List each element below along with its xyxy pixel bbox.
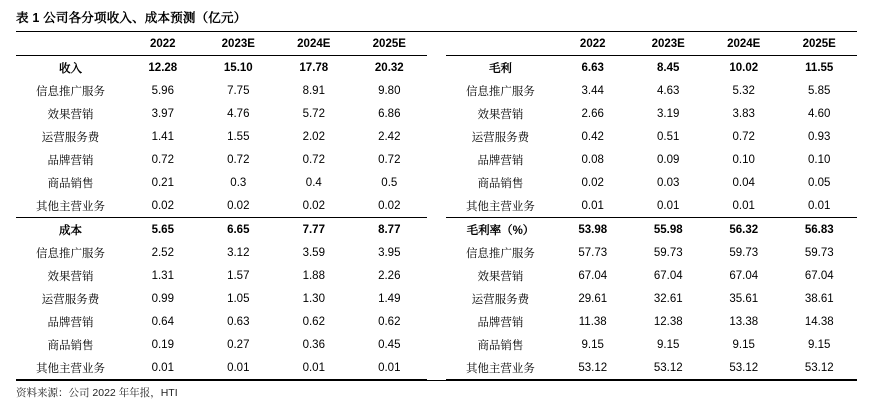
right-row-value: 0.01: [555, 194, 631, 218]
left-row-value: 3.12: [227, 246, 250, 259]
table-row: [16, 102, 857, 125]
left-row-value: 7.77: [302, 223, 325, 236]
right-row-value: 0.08: [581, 153, 604, 166]
left-row-value: 0.27: [227, 338, 250, 351]
left-row-value: 0.4: [305, 176, 322, 189]
right-row-value: 13.38: [729, 315, 759, 328]
left-row-value: 3.59: [302, 246, 325, 259]
right-row-value: 67.04: [578, 269, 608, 282]
right-header-2025E: 2025E: [781, 32, 857, 56]
column-gap: [427, 56, 446, 80]
left-row-value: 0.72: [227, 153, 250, 166]
left-row-value: 1.49: [378, 292, 401, 305]
right-row-value: 4.63: [657, 84, 680, 97]
forecast-table: [16, 32, 857, 380]
table-row: [16, 148, 857, 171]
right-row-label: 品牌营销: [477, 316, 524, 329]
right-row-label: 运营服务费: [471, 293, 530, 306]
table-row: [16, 310, 857, 333]
left-row-value: 7.75: [227, 84, 250, 97]
right-row-value: 53.12: [630, 356, 706, 380]
column-gap: [427, 79, 446, 102]
left-header-2025E: 2025E: [352, 32, 428, 56]
column-gap: [427, 32, 446, 56]
right-row-value: 56.32: [729, 223, 759, 236]
left-row-label: 其他主营业务: [16, 194, 125, 218]
left-row-label: 商品销售: [47, 339, 94, 352]
table-row: [16, 56, 857, 80]
right-row-value: 0.72: [732, 130, 755, 143]
left-row-value: 0.72: [378, 153, 401, 166]
left-row-value: 0.72: [151, 153, 174, 166]
right-row-value: 32.61: [653, 292, 683, 305]
left-row-value: 3.97: [151, 107, 174, 120]
right-row-label: 效果营销: [477, 108, 524, 121]
left-row-value: 1.05: [227, 292, 250, 305]
right-row-value: 12.38: [653, 315, 683, 328]
table-row: [16, 218, 857, 242]
right-row-value: 11.55: [805, 61, 834, 74]
column-gap: [427, 310, 446, 333]
left-row-value: 3.95: [378, 246, 401, 259]
right-row-label: 信息推广服务: [465, 247, 535, 260]
table-row: [16, 264, 857, 287]
left-row-value: 6.86: [378, 107, 401, 120]
table-row: [16, 125, 857, 148]
right-row-value: 9.15: [581, 338, 604, 351]
left-row-value: 0.21: [151, 176, 174, 189]
left-header-2022: 2022: [125, 32, 201, 56]
right-row-value: 0.01: [781, 194, 857, 218]
column-gap: [427, 194, 446, 218]
right-row-value: 53.12: [555, 356, 631, 380]
left-row-value: 0.62: [302, 315, 325, 328]
right-row-value: 0.42: [581, 130, 604, 143]
left-row-value: 0.3: [230, 176, 247, 189]
right-row-value: 38.61: [804, 292, 834, 305]
right-row-value: 0.03: [657, 176, 680, 189]
right-row-value: 3.83: [732, 107, 755, 120]
right-header-blank: [446, 32, 555, 56]
left-row-value: 12.28: [148, 61, 178, 74]
right-row-value: 6.63: [581, 61, 604, 74]
right-row-value: 0.93: [808, 130, 831, 143]
left-row-value: 0.5: [381, 176, 398, 189]
table-row: [16, 287, 857, 310]
left-row-value: 0.01: [352, 356, 428, 380]
left-row-label: 收入: [59, 62, 83, 75]
left-row-value: 20.32: [374, 61, 404, 74]
right-header-2022: 2022: [555, 32, 631, 56]
table-title-bar: [16, 10, 857, 32]
right-row-value: 0.09: [657, 153, 680, 166]
left-row-label: 运营服务费: [41, 131, 100, 144]
column-gap: [427, 264, 446, 287]
left-row-label: 成本: [59, 224, 83, 237]
left-row-value: 0.01: [201, 356, 277, 380]
table-row: [16, 333, 857, 356]
left-row-label: 商品销售: [47, 177, 94, 190]
left-row-value: 0.02: [201, 194, 277, 218]
left-row-value: 8.77: [378, 223, 401, 236]
left-row-value: 0.64: [151, 315, 174, 328]
column-gap: [427, 356, 446, 380]
right-row-value: 2.66: [581, 107, 604, 120]
page-title: 表 1 公司各分项收入、成本预测（亿元）: [16, 11, 247, 25]
right-row-value: 9.15: [732, 338, 755, 351]
right-row-value: 59.73: [729, 246, 759, 259]
left-header-2024E: 2024E: [276, 32, 352, 56]
right-row-value: 35.61: [729, 292, 759, 305]
table-row: [16, 79, 857, 102]
right-row-value: 9.15: [808, 338, 831, 351]
right-row-label: 商品销售: [477, 339, 524, 352]
table-row: [16, 241, 857, 264]
left-row-value: 0.62: [378, 315, 401, 328]
right-row-label: 其他主营业务: [446, 194, 555, 218]
left-row-label: 效果营销: [47, 108, 94, 121]
left-row-value: 5.65: [151, 223, 174, 236]
right-row-value: 59.73: [804, 246, 834, 259]
left-row-value: 1.30: [302, 292, 325, 305]
right-row-value: 0.05: [808, 176, 831, 189]
right-row-value: 0.01: [630, 194, 706, 218]
left-row-label: 信息推广服务: [36, 247, 106, 260]
right-row-value: 11.38: [578, 315, 607, 328]
table-row: [16, 171, 857, 194]
left-row-value: 2.02: [302, 130, 325, 143]
left-row-value: 0.72: [302, 153, 325, 166]
left-header-blank: [16, 32, 125, 56]
column-gap: [427, 125, 446, 148]
right-header-2024E: 2024E: [706, 32, 782, 56]
left-row-value: 5.96: [151, 84, 174, 97]
source-note: 资料来源：公司 2022 年年报，HTI: [16, 380, 857, 400]
left-row-value: 0.63: [227, 315, 250, 328]
right-row-value: 67.04: [653, 269, 683, 282]
right-row-value: 8.45: [657, 61, 680, 74]
right-row-value: 0.04: [732, 176, 755, 189]
left-row-value: 0.02: [352, 194, 428, 218]
right-row-value: 10.02: [729, 61, 759, 74]
left-row-value: 2.52: [151, 246, 174, 259]
column-gap: [427, 241, 446, 264]
left-row-value: 1.88: [302, 269, 325, 282]
right-row-label: 其他主营业务: [446, 356, 555, 380]
right-row-value: 53.98: [578, 223, 608, 236]
right-row-value: 5.32: [732, 84, 755, 97]
left-row-value: 0.01: [125, 356, 201, 380]
left-row-value: 1.31: [151, 269, 174, 282]
left-row-value: 2.42: [378, 130, 401, 143]
right-row-value: 0.10: [808, 153, 831, 166]
column-gap: [427, 218, 446, 242]
left-row-label: 效果营销: [47, 270, 94, 283]
right-row-value: 55.98: [653, 223, 683, 236]
right-row-value: 3.19: [657, 107, 680, 120]
left-row-label: 品牌营销: [47, 316, 94, 329]
right-row-value: 59.73: [653, 246, 683, 259]
right-row-value: 53.12: [706, 356, 782, 380]
right-row-label: 品牌营销: [477, 154, 524, 167]
left-row-label: 运营服务费: [41, 293, 100, 306]
right-row-value: 0.01: [706, 194, 782, 218]
right-row-value: 4.60: [808, 107, 831, 120]
right-row-value: 3.44: [581, 84, 604, 97]
left-row-label: 信息推广服务: [36, 85, 106, 98]
left-row-value: 4.76: [227, 107, 250, 120]
right-header-2023E: 2023E: [630, 32, 706, 56]
left-row-value: 0.02: [276, 194, 352, 218]
right-row-label: 运营服务费: [471, 131, 530, 144]
left-row-value: 0.45: [378, 338, 401, 351]
left-row-value: 0.36: [302, 338, 325, 351]
column-gap: [427, 102, 446, 125]
left-row-value: 0.19: [151, 338, 174, 351]
table-row: [16, 194, 857, 218]
left-row-value: 1.57: [227, 269, 250, 282]
right-row-label: 商品销售: [477, 177, 524, 190]
left-row-label: 品牌营销: [47, 154, 94, 167]
right-row-label: 信息推广服务: [465, 85, 535, 98]
right-row-value: 0.02: [581, 176, 604, 189]
right-row-value: 67.04: [729, 269, 759, 282]
right-row-label: 毛利: [488, 62, 512, 75]
right-row-value: 0.10: [732, 153, 755, 166]
left-row-value: 1.55: [227, 130, 250, 143]
left-row-value: 6.65: [227, 223, 250, 236]
column-gap: [427, 287, 446, 310]
table-row: [16, 356, 857, 380]
right-row-value: 29.61: [578, 292, 608, 305]
left-row-value: 8.91: [302, 84, 325, 97]
column-gap: [427, 148, 446, 171]
left-row-value: 0.01: [276, 356, 352, 380]
left-row-value: 9.80: [378, 84, 401, 97]
right-row-value: 5.85: [808, 84, 831, 97]
column-gap: [427, 171, 446, 194]
right-row-value: 0.51: [657, 130, 680, 143]
right-row-value: 53.12: [781, 356, 857, 380]
left-row-label: 其他主营业务: [16, 356, 125, 380]
right-row-label: 效果营销: [477, 270, 524, 283]
left-row-value: 0.99: [151, 292, 174, 305]
right-row-value: 14.38: [804, 315, 834, 328]
left-row-value: 5.72: [302, 107, 325, 120]
table-figure: [0, 10, 873, 417]
left-row-value: 2.26: [378, 269, 401, 282]
left-row-value: 17.78: [299, 61, 329, 74]
left-header-2023E: 2023E: [201, 32, 277, 56]
right-row-label: 毛利率（%）: [466, 224, 535, 237]
left-row-value: 0.02: [125, 194, 201, 218]
column-gap: [427, 333, 446, 356]
table-header-row: [16, 32, 857, 56]
right-row-value: 57.73: [578, 246, 608, 259]
right-row-value: 9.15: [657, 338, 680, 351]
right-row-value: 67.04: [804, 269, 834, 282]
right-row-value: 56.83: [804, 223, 834, 236]
left-row-value: 15.10: [223, 61, 253, 74]
left-row-value: 1.41: [151, 130, 174, 143]
